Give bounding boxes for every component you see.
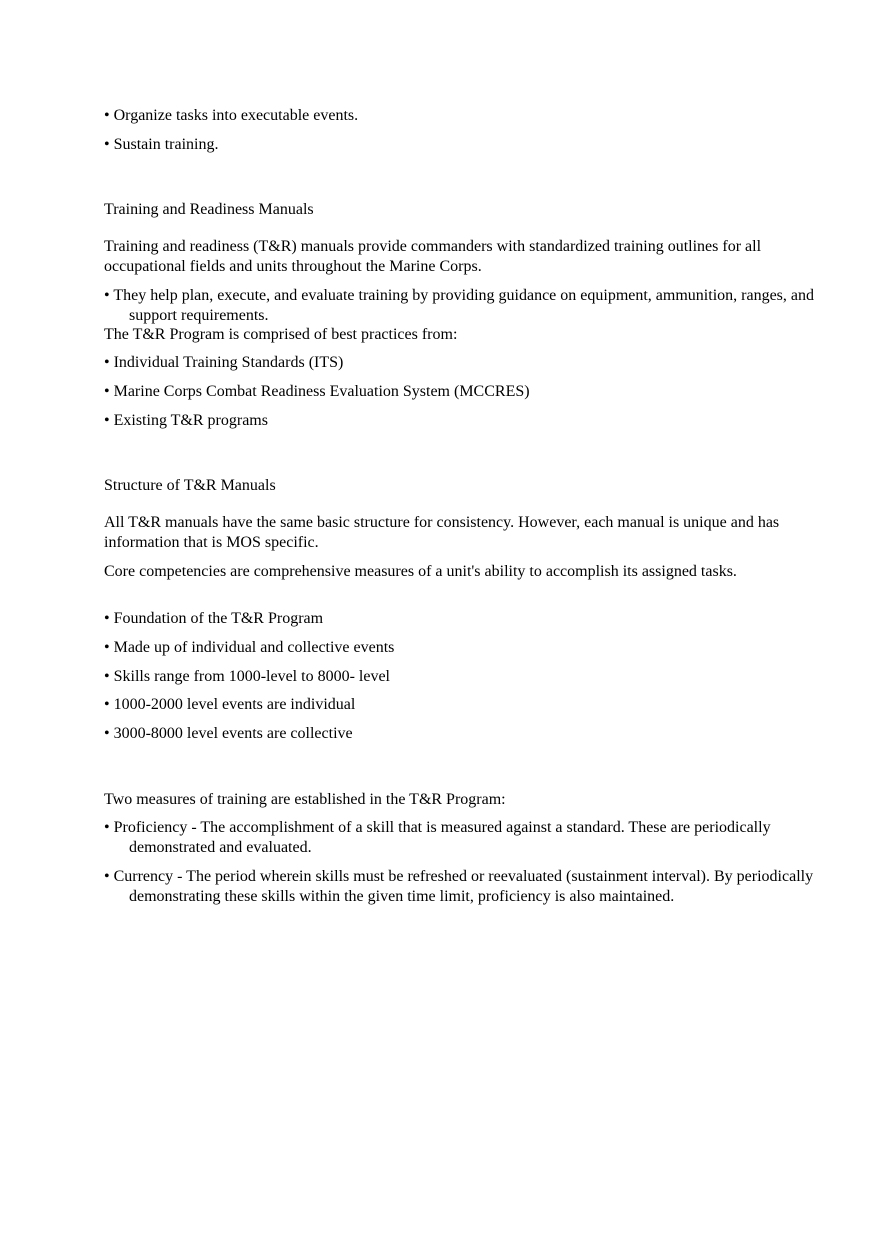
bullet-item: • Currency - The period wherein skills must be refreshed or reevaluated (sustainment interval). By periodically demonstrating these skills within the given time limit, proficiency is also maintained.: [104, 868, 814, 905]
bullet-item: • Foundation of the T&R Program: [104, 610, 324, 627]
measures-intro: Two measures of training are established in the T&R Program:: [104, 791, 506, 808]
bullet-item: • Marine Corps Combat Readiness Evaluation System (MCCRES): [104, 383, 530, 400]
section-heading-structure: Structure of T&R Manuals: [104, 477, 276, 494]
section-heading-tr-manuals: Training and Readiness Manuals: [104, 201, 314, 218]
bullet-item: • 1000-2000 level events are individual: [104, 696, 356, 713]
bullet-item: • They help plan, execute, and evaluate training by providing guidance on equipment, ammunition, ranges, and support requirements.: [104, 287, 814, 324]
section-paragraph: All T&R manuals have the same basic structure for consistency. However, each manual is unique and has information that is MOS specific.: [104, 514, 780, 551]
bullet-item: • Individual Training Standards (ITS): [104, 354, 344, 371]
intro-bullet: • Organize tasks into executable events.: [104, 107, 359, 124]
intro-bullet: • Sustain training.: [104, 136, 219, 153]
bullet-item: • Made up of individual and collective events: [104, 639, 395, 656]
bullet-item: • Existing T&R programs: [104, 412, 268, 429]
bullet-item: • 3000-8000 level events are collective: [104, 725, 353, 742]
bullet-item: • Skills range from 1000-level to 8000- level: [104, 668, 390, 685]
bullet-item: • Proficiency - The accomplishment of a skill that is measured against a standard. These are periodically demonstrated and evaluated.: [104, 819, 771, 856]
section-paragraph: Core competencies are comprehensive measures of a unit's ability to accomplish its assigned tasks.: [104, 563, 737, 580]
section-paragraph: Training and readiness (T&R) manuals provide commanders with standardized training outlines for all occupational fields and units throughout the Marine Corps.: [104, 238, 762, 275]
program-line: The T&R Program is comprised of best practices from:: [104, 326, 458, 343]
